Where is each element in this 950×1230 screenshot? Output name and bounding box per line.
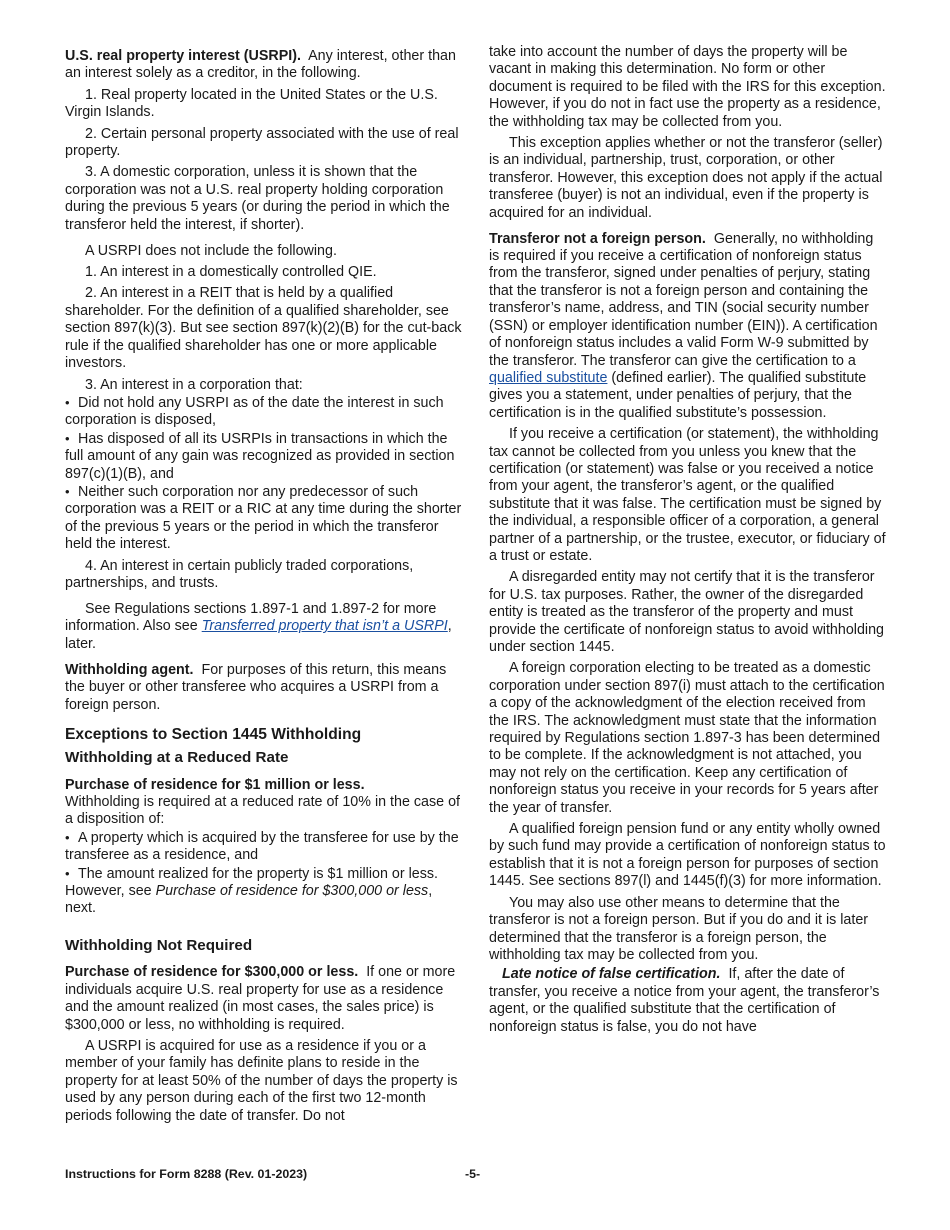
corp-bullet-3-text: Neither such corporation nor any predecessor of such corporation was a REIT or a RIC at any time during the shorter of the previous 5 years or the period in which the transferor held the interest. xyxy=(65,483,462,553)
late-notice xyxy=(489,966,887,1036)
left-column xyxy=(65,44,463,1125)
not-include-item-3: 3. An interest in a corporation that: xyxy=(85,376,303,393)
million-bullet-2 xyxy=(65,865,463,918)
usrpi-item-1: 1. Real property located in the United States or the U.S. Virgin Islands. xyxy=(65,86,438,121)
qualified-substitute-link[interactable]: qualified substitute xyxy=(489,369,608,386)
transferor-not-foreign-tail: (defined earlier). The qualified substitute gives you a statement, under penalties of perjury, that the certification is in the qualified substitute’s possession. xyxy=(489,369,867,421)
withholding-agent-text: For purposes of this return, this means the buyer or other transferee who acquires a USRPI from a foreign person. xyxy=(65,661,447,713)
withholding-agent xyxy=(65,662,463,714)
see-regulations-tail: , later. xyxy=(65,618,452,652)
reduced-rate-heading: Withholding at a Reduced Rate xyxy=(65,749,289,766)
page-footer xyxy=(65,1167,887,1187)
footer-form-label: Instructions for Form 8288 (Rev. 01-2023) xyxy=(65,1167,308,1181)
transferor-not-foreign-heading: Transferor not a foreign person. xyxy=(489,230,706,247)
usrpi-item-3: 3. A domestic corporation, unless it is shown that the corporation was not a U.S. real property holding corporation during the previous 5 years (or during the period in which the transferor held the interest, if shorter). xyxy=(65,164,450,233)
late-notice-text: If, after the date of transfer, you receive a notice from your agent, the transferor’s agent, or the qualified substitute that the certification of nonforeign status is false, you do not have xyxy=(489,966,880,1035)
corp-bullet-3 xyxy=(65,483,463,554)
corp-bullet-2 xyxy=(65,430,463,483)
corp-bullet-2-text: Has disposed of all its USRPIs in transactions in which the full amount of any gain was recognized as provided in section 897(c)(1)(B), and xyxy=(65,430,455,482)
exceptions-heading: Exceptions to Section 1445 Withholding xyxy=(65,726,362,743)
million-see-italic: Purchase of residence for $300,000 or less xyxy=(155,883,429,900)
right-column xyxy=(489,44,887,1036)
transferred-property-link[interactable]: Transferred property that isn’t a USRPI xyxy=(201,618,448,635)
usrpi-heading: U.S. real property interest (USRPI). xyxy=(65,48,301,64)
usrpi-text: Any interest, other than an interest solely as a creditor, in the following. xyxy=(65,48,456,82)
million-bullet-1-text: A property which is acquired by the transferee for use by the transferee as a residence, and xyxy=(65,829,459,864)
exception-applies-para: This exception applies whether or not the transferor (seller) is an individual, partnership, trust, corporation, or other transferor. However, this exception does not apply if the actual transferee (buyer) is not an individual, even if the property is acquired for an individual. xyxy=(489,135,883,221)
300k-residence xyxy=(65,964,463,1034)
million-bullet-1 xyxy=(65,829,463,865)
footer-page-number: -5- xyxy=(465,1167,481,1181)
not-include-intro: A USRPI does not include the following. xyxy=(85,242,337,259)
see-regulations-text: See Regulations sections 1.897-1 and 1.897-2 for more information. Also see xyxy=(65,600,437,635)
million-heading: Purchase of residence for $1 million or less. xyxy=(65,776,365,793)
usrpi-item-2: 2. Certain personal property associated with the use of real property. xyxy=(65,125,459,160)
corp-bullet-1 xyxy=(65,394,463,430)
300k-heading: Purchase of residence for $300,000 or less. xyxy=(65,964,359,981)
withholding-agent-heading: Withholding agent. xyxy=(65,661,194,678)
million-text: Withholding is required at a reduced rate of 10% in the case of a disposition of: xyxy=(65,794,460,828)
million-see-tail: , next. xyxy=(65,883,433,917)
300k-text: If one or more individuals acquire U.S. real property for use as a residence and the amount realized (in most cases, the sales price) is $300,000 or less, no withholding is required. xyxy=(65,964,456,1033)
not-include-item-1: 1. An interest in a domestically controlled QIE. xyxy=(85,264,377,281)
certification-para: If you receive a certification (or statement), the withholding tax cannot be collected from you unless you knew that the certification (or statement) was false or you received a notice from your agent, the transferor’s agent, or the qualified substitute that it was false. The certification must be signed by the individual, a responsible officer of a corporation, a general partner of a partnership, or the trustee, executor, or fiduciary of a trust or estate. xyxy=(489,426,886,564)
not-required-heading: Withholding Not Required xyxy=(65,936,253,954)
foreign-corporation-para: A foreign corporation electing to be treated as a domestic corporation under section 897(i) must attach to the certification a copy of the acknowledgment of the election received from the IRS. The acknowledgment must state that the information required by Regulations section 1.897-3 has been determined to be complete. If the acknowledgment is not attached, you may not rely on the certification. Keep any certification of nonforeign status you receive in your records for 5 years after the year of transfer. xyxy=(489,660,885,816)
transferor-not-foreign-text: Generally, no withholding is required if you receive a certification of nonforeign status from the transferor, signed under penalties of perjury, stating that the transferor is not a foreign person and containing the transferor’s name, address, and TIN (social security number (SSN) or employer identification number (EIN)). A certification of nonforeign status includes a valid Form W-9 submitted by the transferor. The transferor can give the certification to a xyxy=(489,230,878,369)
million-residence xyxy=(65,777,463,829)
other-means-para: You may also use other means to determine that the transferor is not a foreign person. But if you do and it is later determined that the transferor is a foreign person, the withholding tax may be collected from you. xyxy=(489,894,869,963)
corp-bullet-1-text: Did not hold any USRPI as of the date the interest in such corporation is disposed, xyxy=(65,394,444,429)
transferor-not-foreign xyxy=(489,231,887,422)
not-include-item-2: 2. An interest in a REIT that is held by a qualified shareholder. For the definition of a qualified shareholder, see section 897(k)(3). But see section 897(k)(2)(B) for the cut-back rule if the qualified shareholder has one or more applicable investors. xyxy=(65,285,462,372)
see-regulations xyxy=(65,601,463,653)
usrpi-definition xyxy=(65,48,463,83)
disregarded-entity-para: A disregarded entity may not certify that it is the transferor for U.S. tax purposes. Rather, the owner of the disregarded entity is treated as the transferor of the property and must provide the certificate of nonforeign status to avoid withholding under section 1445. xyxy=(489,569,884,655)
continued-para: take into account the number of days the property will be vacant in making this determination. No form or other document is required to be filed with the IRS for this exception. However, if you do not in fact use the property as a residence, the withholding tax may be collected from you. xyxy=(489,44,886,130)
pension-fund-para: A qualified foreign pension fund or any entity wholly owned by such fund may provide a certification of nonforeign status to establish that it is not a foreign person for purposes of section 1445. See sections 897(l) and 1445(f)(3) for more information. xyxy=(489,821,886,890)
million-bullet-2-text: The amount realized for the property is $1 million or less. However, see xyxy=(65,865,438,900)
not-include-item-4: 4. An interest in certain publicly traded corporations, partnerships, and trusts. xyxy=(65,557,414,591)
residence-use-para: A USRPI is acquired for use as a residence if you or a member of your family has definite plans to reside in the property for at least 50% of the number of days the property is used by any person during each of the first two 12-month periods following the date of transfer. Do not xyxy=(65,1038,458,1124)
late-notice-heading: Late notice of false certification. xyxy=(502,966,721,983)
